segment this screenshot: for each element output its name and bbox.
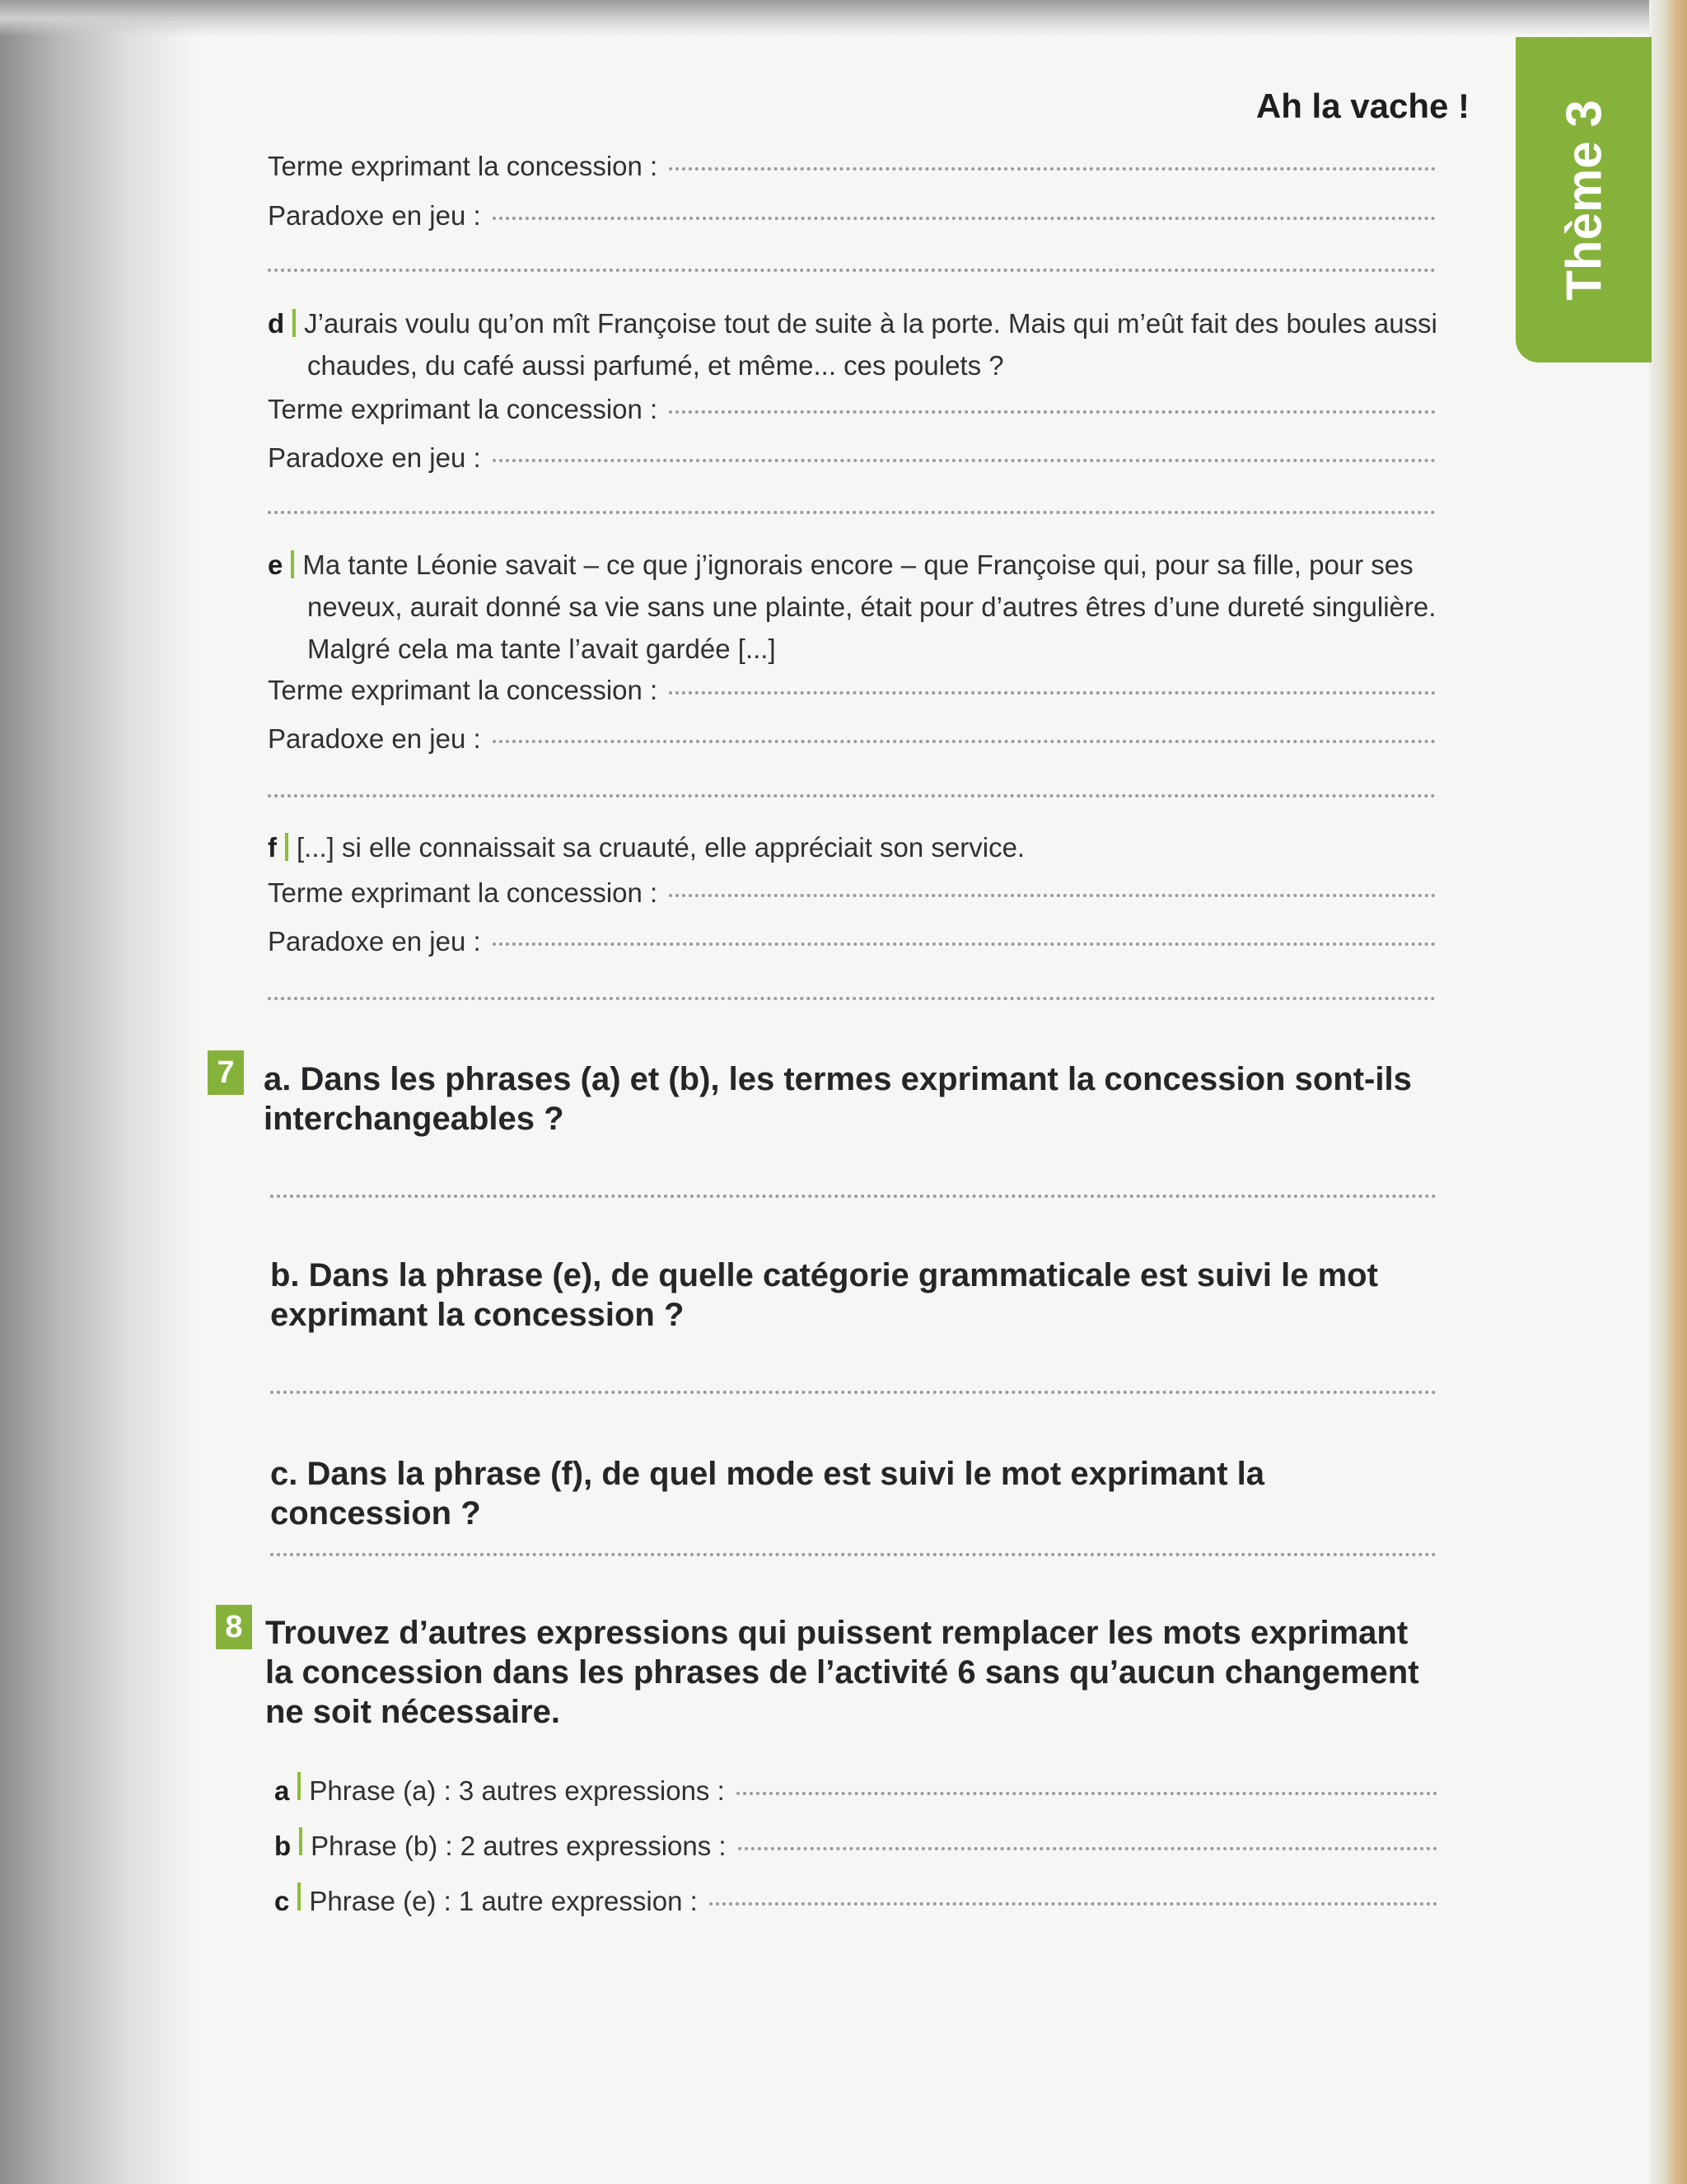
answer-line[interactable]: [493, 459, 1436, 462]
term-label: Terme exprimant la concession :: [268, 394, 658, 424]
theme-tab-label: Thème 3: [1556, 99, 1611, 301]
exercise-number-badge: 7: [208, 1050, 244, 1095]
answer-line[interactable]: [669, 894, 1436, 897]
item-letter: c: [274, 1886, 290, 1916]
exercise8-item-c: [274, 1882, 1437, 1918]
item-letter: a: [274, 1775, 290, 1806]
item-letter: f: [268, 832, 277, 863]
scan-top-edge: [0, 0, 1687, 36]
sentence-f-line1: [...] si elle connaissait sa cruauté, elle appréciait son service.: [297, 832, 1026, 863]
paradox-field-d: [268, 442, 1436, 475]
page-right-edge: [1649, 0, 1687, 2184]
item-letter: d: [268, 308, 285, 339]
term-field-d: [268, 393, 1436, 426]
sentence-e-line1: Ma tante Léonie savait – ce que j’ignorais encore – que Françoise qui, pour sa fille, pour ses: [302, 550, 1414, 580]
answer-line[interactable]: [270, 1195, 1437, 1198]
paradox-field-c: [268, 199, 1436, 232]
item-text: Phrase (b) : 2 autres expressions :: [311, 1831, 727, 1861]
paradox-label: Paradoxe en jeu :: [268, 723, 481, 754]
item-marker: [297, 1772, 301, 1800]
answer-line[interactable]: [738, 1847, 1437, 1850]
running-title: Ah la vache !: [1255, 87, 1470, 125]
term-field-c: [268, 150, 1436, 183]
item-letter: e: [268, 550, 283, 580]
answer-line[interactable]: [709, 1902, 1437, 1906]
sentence-e: [268, 544, 1446, 670]
term-label: Terme exprimant la concession :: [268, 675, 658, 705]
exercise7-question-b: b. Dans la phrase (e), de quelle catégorie grammaticale est suivi le mot exprimant la concession ?: [270, 1257, 1378, 1333]
exercise8-item-b: [274, 1827, 1437, 1863]
paradox-label: Paradoxe en jeu :: [268, 200, 481, 231]
sentence-d: [268, 302, 1446, 386]
item-marker: [291, 550, 294, 578]
answer-line[interactable]: [736, 1792, 1437, 1795]
item-letter: b: [274, 1831, 292, 1861]
item-marker: [297, 1882, 301, 1910]
sentence-d-line1: J’aurais voulu qu’on mît Françoise tout de suite à la porte. Mais qui m’eût fait des boules aussi: [304, 308, 1437, 339]
answer-line[interactable]: [270, 1553, 1437, 1556]
theme-tab: [1516, 37, 1652, 362]
sentence-e-line2: neveux, aurait donné sa vie sans une plainte, était pour d’autres êtres d’une dureté singulière.: [307, 592, 1437, 622]
paradox-label: Paradoxe en jeu :: [268, 926, 481, 956]
answer-line[interactable]: [270, 1391, 1437, 1394]
exercise8-item-a: [274, 1772, 1437, 1808]
answer-line[interactable]: [493, 217, 1436, 220]
binding-shadow: [0, 0, 198, 2184]
paradox-field-f: [268, 925, 1436, 958]
answer-line[interactable]: [669, 167, 1436, 171]
answer-line[interactable]: [669, 691, 1436, 694]
answer-line[interactable]: [493, 740, 1436, 743]
item-marker: [292, 309, 296, 337]
answer-line[interactable]: [669, 410, 1436, 414]
exercise8-instruction: Trouvez d’autres expressions qui puissent remplacer les mots exprimant la concession dans les phrases de l’activité 6 sans qu’aucun changement ne soit nécessaire.: [265, 1615, 1419, 1730]
term-label: Terme exprimant la concession :: [268, 151, 658, 181]
answer-line[interactable]: [268, 511, 1436, 514]
sentence-d-line2: chaudes, du café aussi parfumé, et même... ces poulets ?: [307, 350, 1004, 381]
answer-line[interactable]: [268, 794, 1436, 797]
exercise7-question-c: c. Dans la phrase (f), de quel mode est suivi le mot exprimant la concession ?: [270, 1456, 1265, 1532]
term-field-f: [268, 877, 1436, 910]
item-marker: [285, 833, 288, 861]
item-text: Phrase (a) : 3 autres expressions :: [309, 1775, 725, 1806]
item-marker: [299, 1827, 302, 1855]
paradox-label: Paradoxe en jeu :: [268, 442, 481, 473]
paradox-field-e: [268, 723, 1436, 755]
item-text: Phrase (e) : 1 autre expression :: [309, 1886, 698, 1916]
exercise-number-badge: 8: [216, 1605, 252, 1649]
answer-line[interactable]: [268, 997, 1436, 1000]
answer-line[interactable]: [268, 269, 1436, 272]
term-label: Terme exprimant la concession :: [268, 877, 658, 908]
sentence-e-line3: Malgré cela ma tante l’avait gardée [...]: [307, 634, 776, 664]
answer-line[interactable]: [493, 942, 1436, 946]
sentence-f: [268, 826, 1446, 868]
exercise7-question-a: a. Dans les phrases (a) et (b), les termes exprimant la concession sont-ils interchangeables ?: [264, 1061, 1412, 1137]
term-field-e: [268, 674, 1436, 707]
